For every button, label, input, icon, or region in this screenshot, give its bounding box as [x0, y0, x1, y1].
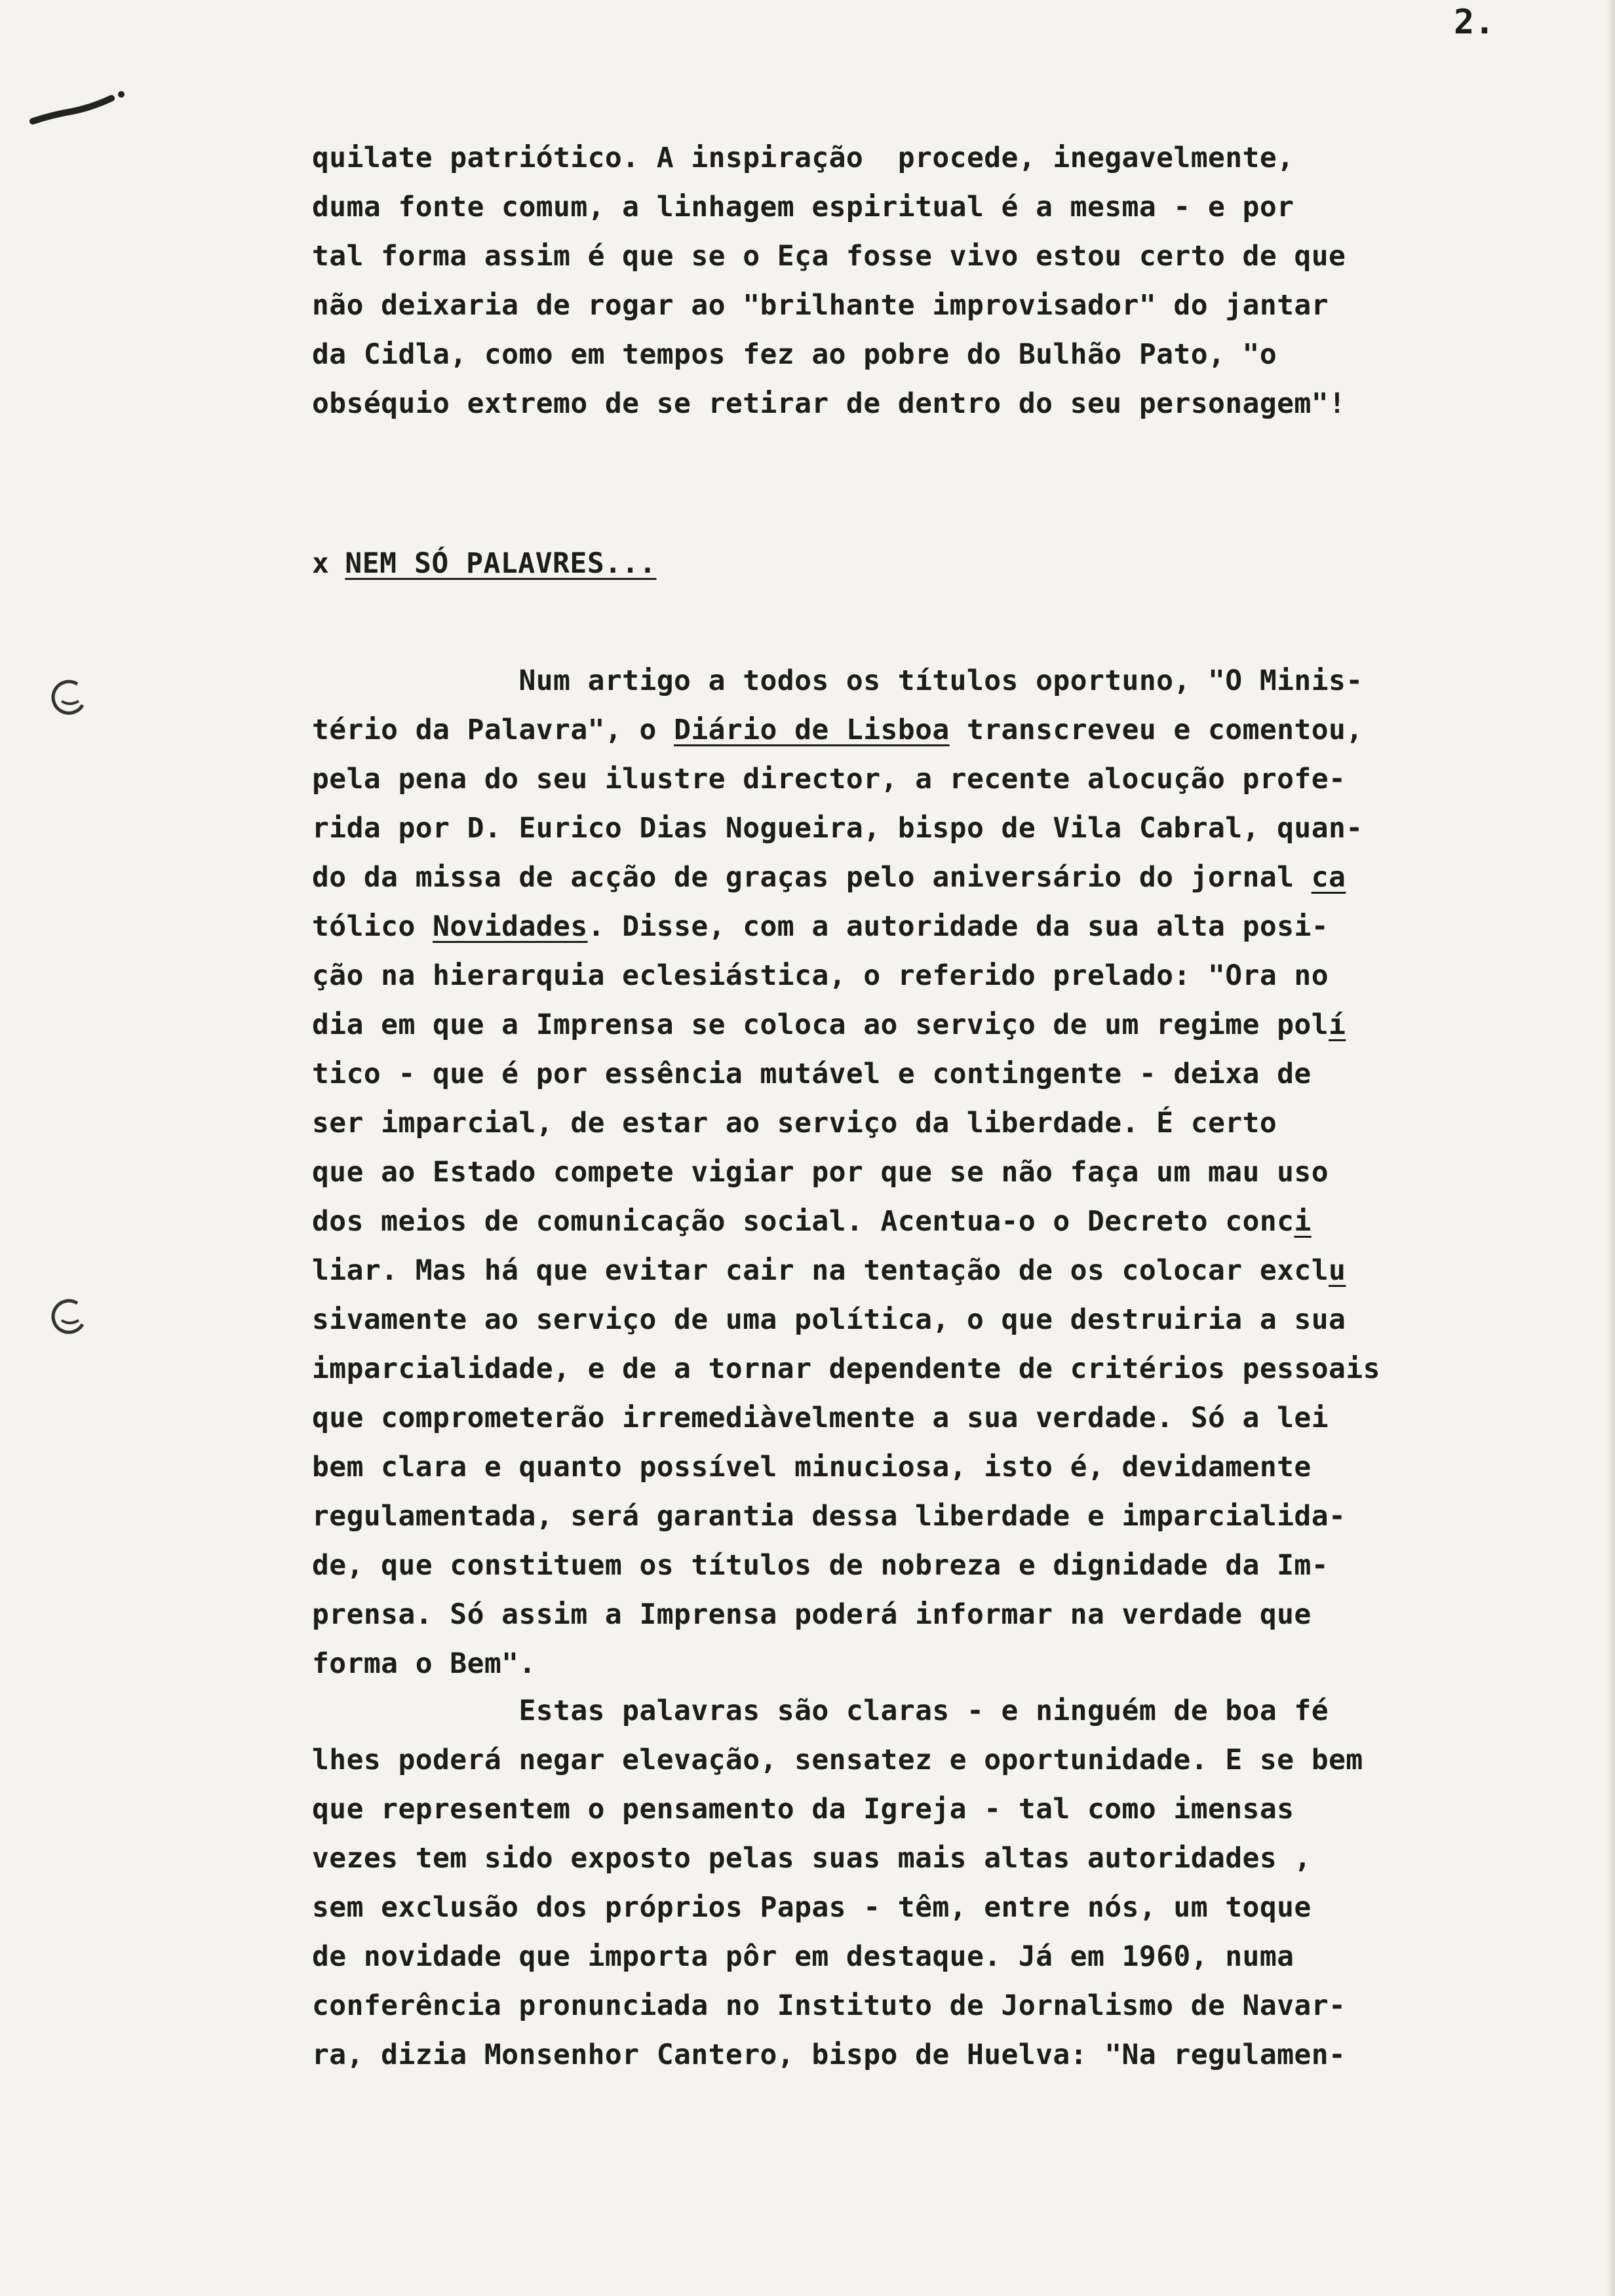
text-line: prensa. Só assim a Imprensa poderá informar na verdade que	[312, 1598, 1312, 1631]
text-line: vezes tem sido exposto pelas suas mais altas autoridades ,	[312, 1842, 1312, 1875]
text-line: de, que constituem os títulos de nobreza e dignidade da Im-	[312, 1549, 1329, 1582]
text-line: regulamentada, será garantia dessa liberdade e imparcialida-	[312, 1500, 1346, 1533]
text-line: de novidade que importa pôr em destaque. Já em 1960, numa	[312, 1940, 1294, 1973]
text-line: que representem o pensamento da Igreja - tal como imensas	[312, 1793, 1294, 1826]
text-line: do da missa de acção de graças pelo aniversário do jornal ca	[312, 861, 1346, 894]
text-line: conferência pronunciada no Instituto de Jornalismo de Navar-	[312, 1989, 1346, 2022]
text-line: dos meios de comunicação social. Acentua-o o Decreto conci	[312, 1205, 1312, 1238]
text-line: que ao Estado compete vigiar por que se não faça um mau uso	[312, 1156, 1329, 1189]
text-line: ção na hierarquia eclesiástica, o referido prelado: "Ora no	[312, 959, 1329, 992]
text-line: bem clara e quanto possível minuciosa, isto é, devidamente	[312, 1451, 1312, 1483]
text-line: obséquio extremo de se retirar de dentro do seu personagem"!	[312, 387, 1346, 420]
text-line: Num artigo a todos os títulos oportuno, "O Minis-	[312, 664, 1363, 697]
newspaper-title: Diário de Lisboa	[674, 714, 950, 746]
text-line: imparcialidade, e de a tornar dependente de critérios pessoais	[312, 1352, 1380, 1385]
text-line: dia em que a Imprensa se coloca ao serviço de um regime polí	[312, 1008, 1346, 1041]
text-line: tólico Novidades. Disse, com a autoridade da sua alta posi-	[312, 910, 1329, 943]
text-line: que comprometerão irremediàvelmente a sua verdade. Só a lei	[312, 1402, 1329, 1434]
text-line: rida por D. Eurico Dias Nogueira, bispo de Vila Cabral, quan-	[312, 812, 1363, 845]
paragraph-bottom	[312, 1687, 1570, 2080]
text-line: ra, dizia Monsenhor Cantero, bispo de Huelva: "Na regulamen-	[312, 2038, 1346, 2071]
section-title: NEM SÓ PALAVRES...	[345, 547, 657, 580]
page-number: 2.	[1454, 3, 1495, 42]
page-edge-shadow	[1606, 0, 1615, 2296]
text-line: sivamente ao serviço de uma política, o que destruiria a sua	[312, 1303, 1346, 1336]
text-line: liar. Mas há que evitar cair na tentação de os colocar exclu	[312, 1254, 1346, 1287]
text-line: tico - que é por essência mutável e contingente - deixa de	[312, 1058, 1312, 1090]
text-line: duma fonte comum, a linhagem espiritual é a mesma - e por	[312, 191, 1294, 223]
section-heading	[312, 547, 656, 580]
text-line: tal forma assim é que se o Eça fosse vivo estou certo de que	[312, 240, 1346, 273]
newspaper-title: Novidades	[433, 910, 588, 943]
text-line: não deixaria de rogar ao "brilhante improvisador" do jantar	[312, 289, 1329, 322]
text-line: ser imparcial, de estar ao serviço da liberdade. É certo	[312, 1107, 1277, 1139]
text-line: da Cidla, como em tempos fez ao pobre do Bulhão Pato, "o	[312, 338, 1277, 371]
text-line: tério da Palavra", o Diário de Lisboa transcreveu e comentou,	[312, 714, 1363, 746]
paragraph-continuation	[312, 134, 1570, 429]
punch-hole-icon	[47, 1294, 92, 1339]
paragraph-main	[312, 657, 1570, 1689]
text-line: Estas palavras são claras - e ninguém de boa fé	[312, 1694, 1329, 1727]
text-line: forma o Bem".	[312, 1647, 536, 1680]
punch-hole-icon	[47, 675, 92, 719]
text-line: sem exclusão dos próprios Papas - têm, entre nós, um toque	[312, 1891, 1312, 1924]
text-line: quilate patriótico. A inspiração procede, inegavelmente,	[312, 142, 1294, 174]
section-marker: x	[312, 547, 330, 580]
text-line: lhes poderá negar elevação, sensatez e oportunidade. E se bem	[312, 1744, 1363, 1776]
ink-smudge	[26, 85, 131, 131]
text-line: pela pena do seu ilustre director, a recente alocução profe-	[312, 763, 1346, 795]
